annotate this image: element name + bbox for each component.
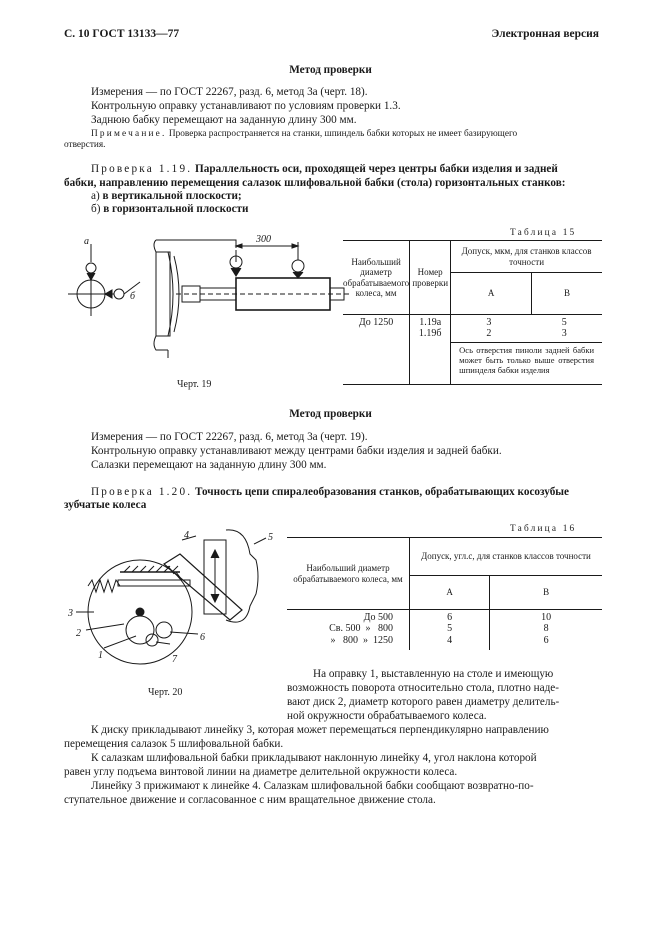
- table-cell: [451, 315, 602, 385]
- note-line: [91, 129, 517, 140]
- text-line: Заднюю бабку перемещают на заданную длину 300 мм.: [91, 114, 357, 126]
- text-line: К салазкам шлифовальной бабки прикладывают наклонную линейку 4, угол наклона которой: [91, 752, 537, 764]
- table-row: [287, 624, 602, 636]
- page-header-right: Электронная версия: [491, 28, 599, 40]
- text-line: Измерения — по ГОСТ 22267, разд. 6, метод 3а (черт. 18).: [91, 86, 368, 98]
- table-header-cell: А: [410, 576, 490, 610]
- figure-caption: Черт. 19: [177, 379, 212, 390]
- table-cell-value: 3: [561, 327, 567, 339]
- check-heading: [91, 163, 558, 176]
- table-header-cell: Наибольший диаметр обрабатываемого колеса, мм: [287, 538, 410, 610]
- note-label: Примечание.: [91, 129, 167, 139]
- text-line: К диску прикладывают линейку 3, которая может перемещаться перпендикулярно направлению: [91, 724, 549, 736]
- table-row: [287, 610, 602, 624]
- table-cell: 6: [410, 610, 490, 624]
- text-line: Контрольную оправку устанавливают между центрами бабки изделия и задней бабки.: [91, 445, 502, 457]
- table-header-cell: Номер проверки: [410, 241, 451, 315]
- table-header-cell: Допуск, мкм, для станков классов точности: [451, 241, 602, 273]
- table-values-a: [451, 318, 526, 339]
- indicator-dial: [86, 263, 96, 273]
- table-header-cell: Наибольший диаметр обрабатываемого колеса, мм: [343, 241, 410, 315]
- list-marker: а): [91, 190, 100, 202]
- indicator-dial: [292, 260, 304, 272]
- mandrel: [126, 616, 154, 644]
- text-line: равен углу подъема винтовой линии на диаметре делительной окружности колеса.: [64, 766, 458, 778]
- table-header-cell: А: [451, 273, 532, 315]
- table-cell: » 800 » 1250: [287, 636, 410, 650]
- text-line: Линейку 3 прижимают к линейке 4. Салазкам шлифовальной бабки сообщают возвратно-по-: [91, 780, 534, 792]
- table-values-b: [527, 318, 602, 339]
- fig19-label-a: а: [84, 236, 89, 247]
- text-line: На оправку 1, выставленную на столе и имеющую: [313, 668, 554, 680]
- table-note: Ось отверстия пиноли задней бабки может быть только выше отверстия шпинделя бабки изделия: [451, 342, 602, 375]
- check-heading: [91, 486, 569, 499]
- fig20-label-3: 3: [68, 608, 73, 619]
- page-header-left: С. 10 ГОСТ 13133—77: [64, 28, 180, 40]
- section-title: Метод проверки: [289, 408, 372, 420]
- table-cell: 6: [543, 635, 549, 647]
- check-label: Проверка 1.19.: [91, 163, 193, 175]
- fig20-label-2: 2: [76, 628, 81, 639]
- table-header-cell: Допуск, угл.с, для станков классов точности: [410, 538, 603, 576]
- table-cell: 4: [410, 636, 490, 650]
- list-text: в горизонтальной плоскости: [103, 203, 249, 215]
- check-title-line-2: зубчатые колеса: [64, 499, 147, 511]
- table-values: [451, 318, 602, 339]
- note-text: Проверка распространяется на станки, шпиндель бабки которых не имеет базирующего: [168, 129, 518, 139]
- table-16: [287, 537, 602, 650]
- text-line: Контрольную оправку устанавливают по условиям проверки 1.3.: [91, 100, 401, 112]
- fig19-dimension: 300: [256, 234, 271, 245]
- table-header-cell: В: [532, 273, 602, 315]
- list-item: [91, 190, 242, 203]
- list-text: в вертикальной плоскости;: [102, 190, 242, 202]
- table-cell-value: 1.19б: [418, 327, 442, 339]
- fig20-label-1: 1: [98, 650, 103, 661]
- table-row: [287, 636, 602, 650]
- text-line: Измерения — по ГОСТ 22267, разд. 6, метод 3а (черт. 19).: [91, 431, 368, 443]
- table-cell-value: 1.19а: [419, 317, 442, 328]
- fig20-label-6: 6: [200, 632, 205, 643]
- list-item: [91, 203, 248, 216]
- table-cell: 8: [543, 623, 549, 635]
- text-line: ступательное движение и согласованное с ним вращательное движение стола.: [64, 794, 436, 806]
- table-cell-value: 5: [561, 317, 567, 328]
- note-line-2: отверстия.: [64, 140, 106, 150]
- table-cell: 5: [410, 624, 490, 636]
- table-cell: До 1250: [343, 315, 410, 385]
- text-line: возможность поворота относительно стола, плотно наде-: [287, 682, 559, 694]
- section-title: Метод проверки: [289, 64, 372, 76]
- table-cell-value: 2: [486, 327, 492, 339]
- table-cell: До 500: [287, 610, 410, 624]
- table-row: [343, 315, 602, 385]
- figure-caption: Черт. 20: [148, 687, 183, 698]
- table-15: [343, 240, 602, 385]
- fig20-label-4: 4: [184, 530, 189, 541]
- list-marker: б): [91, 203, 101, 215]
- check-title: Параллельность оси, проходящей через центры бабки изделия и задней: [195, 163, 558, 175]
- table-header-cell: В: [490, 576, 602, 610]
- text-line: вают диск 2, диаметр которого равен диаметру делитель-: [287, 696, 560, 708]
- check-title-line-2: бабки, направлению перемещения салазок шлифовальной бабки (стола) горизонтальных станков:: [64, 177, 566, 189]
- table-title: Таблица 16: [510, 524, 577, 534]
- table-title: Таблица 15: [510, 228, 577, 238]
- table-cell-value: 3: [486, 317, 492, 328]
- table-cell: 10: [541, 612, 552, 623]
- text-line: Салазки перемещают на заданную длину 300 мм.: [91, 459, 327, 471]
- fig20-label-7: 7: [172, 654, 177, 665]
- table-cell: Св. 500 » 800: [287, 624, 410, 636]
- fig20-label-5: 5: [268, 532, 273, 543]
- check-label: Проверка 1.20.: [91, 486, 193, 498]
- fig19-label-b: б: [130, 291, 136, 302]
- text-line: перемещения салазок 5 шлифовальной бабки.: [64, 738, 284, 750]
- figure-20-drawing: [60, 524, 290, 674]
- inclined-ruler: [164, 554, 242, 620]
- figure-19-drawing: [60, 222, 350, 368]
- check-title: Точность цепи спиралеобразования станков, обрабатывающих косозубые: [195, 486, 570, 498]
- table-cell: [410, 315, 451, 385]
- text-line: ной окружности обрабатываемого колеса.: [287, 710, 487, 722]
